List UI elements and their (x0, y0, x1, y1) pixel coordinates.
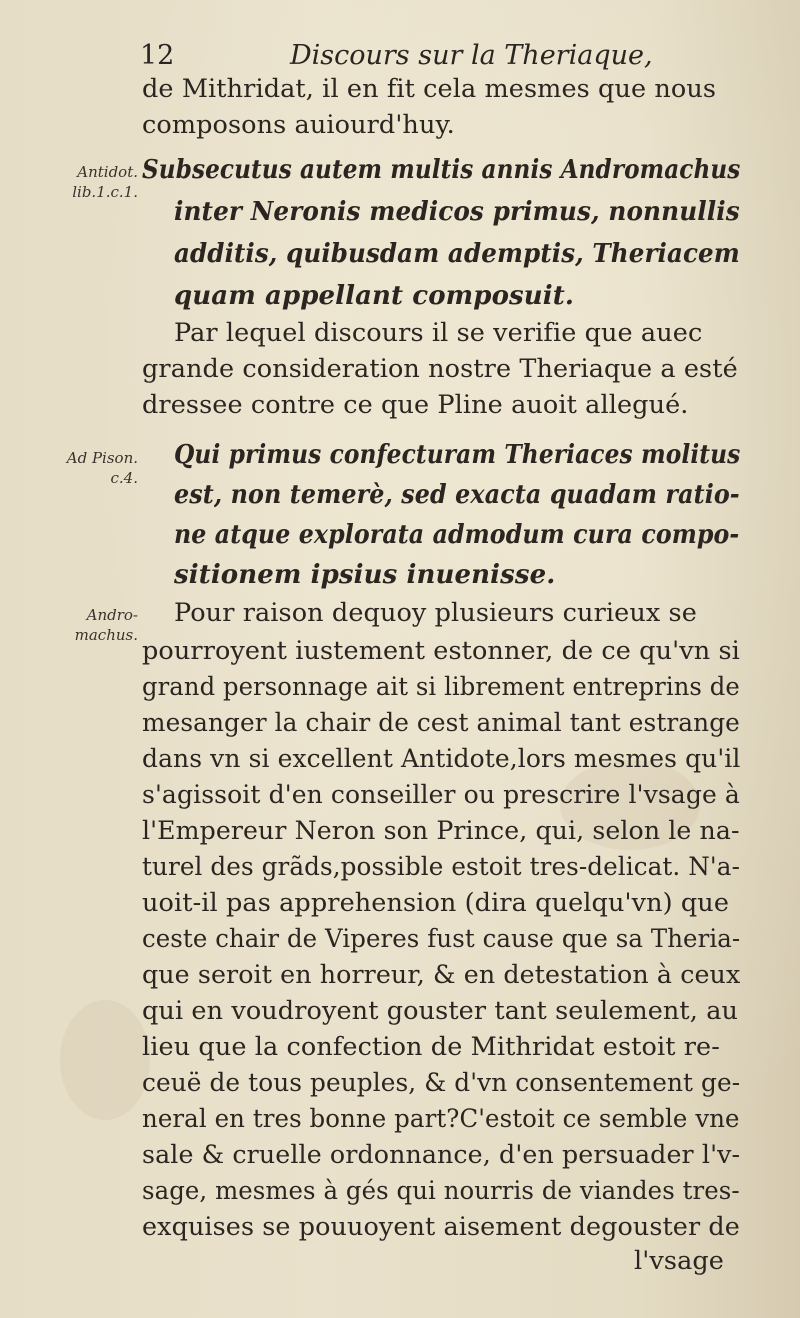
margin-note-antidot: Antidot. lib.1.c.1. (72, 163, 138, 201)
latin-quote-line: Qui primus confecturam Theriaces molitus (174, 440, 741, 470)
catchword: l'vsage (634, 1246, 724, 1276)
text-line: exquises se pouuoyent aisement degouster de (142, 1212, 740, 1242)
text-line: qui en voudroyent gouster tant seulement, au (142, 996, 739, 1026)
text-line: s'agissoit d'en conseiller ou prescrire l'vsage à (142, 780, 740, 810)
margin-note-andromachus: Andro- machus. (74, 606, 138, 644)
text-line: uoit-il pas apprehension (dira quelqu'vn) que (142, 888, 730, 918)
margin-note-ad-pison: Ad Pison. c.4. (66, 449, 138, 487)
text-line: pourroyent iustement estonner, de ce qu'vn si (142, 636, 740, 666)
text-line: dans vn si excellent Antidote,lors mesmes qu'il (142, 744, 741, 774)
latin-quote-line: Subsecutus autem multis annis Andromachus (142, 155, 741, 185)
text-line: composons auiourd'huy. (142, 110, 455, 140)
text-line: ceuë de tous peuples, & d'vn consentement ge- (142, 1068, 741, 1098)
paper-stain (60, 1000, 150, 1120)
text-line: lieu que la confection de Mithridat estoit re- (142, 1032, 720, 1062)
latin-quote-line: quam appellant composuit. (174, 281, 574, 311)
text-line: sale & cruelle ordonnance, d'en persuader l'v- (142, 1140, 741, 1170)
text-line: que seroit en horreur, & en detestation à ceux (142, 960, 741, 990)
text-line: grand personnage ait si librement entreprins de (142, 672, 740, 702)
text-line: ceste chair de Viperes fust cause que sa Theria- (142, 924, 741, 954)
latin-quote-line: inter Neronis medicos primus, nonnullis (174, 197, 740, 227)
text-line: Par lequel discours il se verifie que auec (174, 318, 703, 348)
latin-quote-line: ne atque explorata admodum cura compo- (174, 520, 740, 550)
text-line: mesanger la chair de cest animal tant estrange (142, 708, 740, 738)
text-line: grande consideration nostre Theriaque a esté (142, 354, 738, 384)
text-line: Pour raison dequoy plusieurs curieux se (174, 598, 697, 628)
page-number: 12 (140, 40, 175, 71)
latin-quote-line: sitionem ipsius inuenisse. (174, 560, 556, 590)
text-line: dressee contre ce que Pline auoit allegué. (142, 390, 689, 420)
text-line: sage, mesmes à gés qui nourris de viandes tres- (142, 1176, 740, 1206)
latin-quote-line: additis, quibusdam ademptis, Theriacem (174, 239, 740, 269)
text-line: neral en tres bonne part?C'estoit ce semble vne (142, 1104, 740, 1134)
text-line: de Mithridat, il en fit cela mesmes que nous (142, 74, 717, 104)
text-line: turel des grãds,possible estoit tres-delicat. N'a- (142, 852, 741, 882)
latin-quote-line: est, non temerè, sed exacta quadam ratio- (174, 480, 740, 510)
text-line: l'Empereur Neron son Prince, qui, selon le na- (142, 816, 740, 846)
running-title: Discours sur la Theriaque, (290, 40, 653, 71)
